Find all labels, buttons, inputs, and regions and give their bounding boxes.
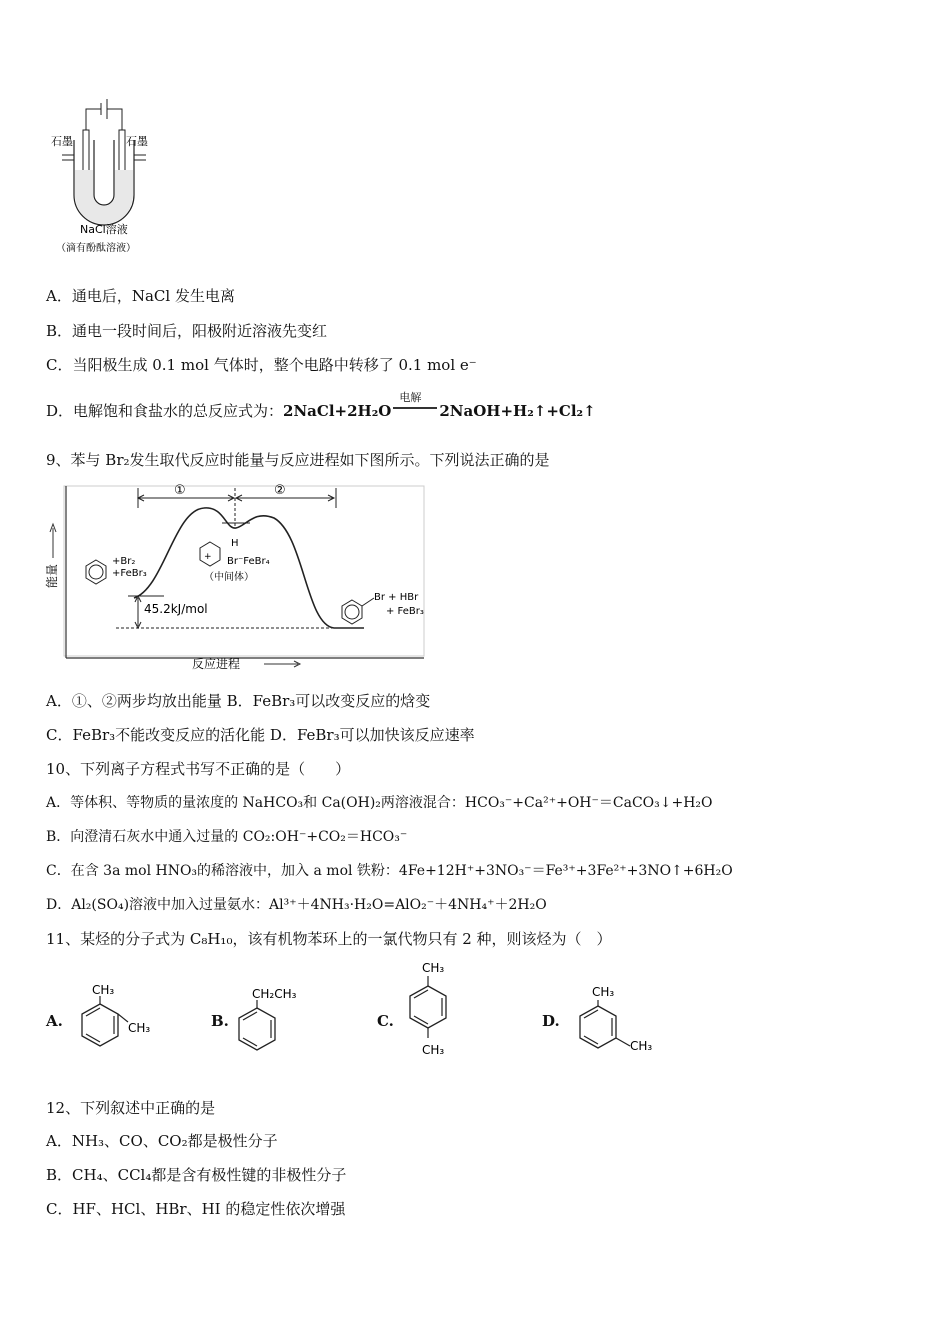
product-line1: Br + HBr (374, 592, 419, 603)
d-group-1: CH₃ (592, 985, 615, 999)
q8-option-d (46, 391, 596, 421)
y-axis-label: 能量 (45, 563, 59, 588)
q11-label-b: B. (211, 1012, 229, 1030)
plus-sign: + (204, 552, 212, 562)
q9-options-line1: A．①、②两步均放出能量 B．FeBr₃可以改变反应的焓变 (46, 692, 431, 710)
b-group-1: CH₂CH₃ (252, 987, 297, 1001)
q10-option-a: A．等体积、等物质的量浓度的 NaHCO₃和 Ca(OH)₂两溶液混合：HCO₃⁻+Ca²⁺+OH⁻＝CaCO₃↓+H₂O (46, 795, 713, 811)
energy-difference-label: 45.2kJ/mol (144, 602, 208, 616)
right-electrode-label: 石墨 (126, 135, 148, 148)
phenolphthalein-note: （滴有酚酞溶液） (56, 243, 136, 254)
q8-option-a: A．通电后，NaCl 发生电离 (46, 287, 235, 305)
q12-option-b: B．CH₄、CCl₄都是含有极性键的非极性分子 (46, 1166, 347, 1184)
intermediate-br: Br⁻FeBr₄ (227, 556, 270, 567)
q8-d-condition: 电解 (399, 391, 422, 404)
intermediate-h: H (231, 538, 239, 549)
q9-stem: 9、苯与 Br₂发生取代反应时能量与反应进程如下图所示。下列说法正确的是 (46, 451, 550, 469)
q8-option-b: B．通电一段时间后，阳极附近溶液先变红 (46, 322, 328, 340)
electrolysis-figure (44, 95, 164, 260)
q10-stem: 10、下列离子方程式书写不正确的是（ ） (46, 760, 351, 778)
solution-label: NaCl溶液 (80, 223, 128, 236)
q11-structure-d (568, 980, 668, 1060)
intermediate-label: （中间体） (204, 572, 254, 583)
q12-option-a: A．NH₃、CO、CO₂都是极性分子 (46, 1132, 278, 1150)
q10-option-d: D．Al₂(SO₄)溶液中加入过量氨水：Al³⁺＋4NH₃·H₂O=AlO₂⁻＋4NH₄⁺＋2H₂O (46, 897, 547, 913)
left-electrode-label: 石墨 (51, 135, 73, 148)
q8-d-prefix: D．电解饱和食盐水的总反应式为： (46, 402, 284, 420)
a-group-2: CH₃ (128, 1021, 151, 1035)
energy-diagram (44, 480, 426, 670)
q11-structure-b (232, 980, 332, 1060)
q11-label-a: A. (46, 1012, 63, 1030)
q10-option-b: B．向澄清石灰水中通入过量的 CO₂:OH⁻+CO₂＝HCO₃⁻ (46, 829, 408, 845)
q8-d-products: 2NaOH+H₂↑+Cl₂↑ (439, 402, 596, 420)
q11-structure-c (398, 958, 478, 1062)
q12-stem: 12、下列叙述中正确的是 (46, 1099, 216, 1117)
step-2-label: ② (274, 483, 286, 498)
q11-stem: 11、某烃的分子式为 C₈H₁₀，该有机物苯环上的一氯代物只有 2 种，则该烃为（ ） (46, 930, 612, 948)
reactant-febr3: +FeBr₃ (112, 568, 147, 579)
x-axis-label: 反应进程 (192, 657, 241, 670)
q11-label-d: D. (542, 1012, 560, 1030)
c-group-1: CH₃ (422, 961, 445, 975)
q8-d-reactants: 2NaCl+2H₂O (283, 402, 392, 420)
q9-options-line2: C．FeBr₃不能改变反应的活化能 D．FeBr₃可以加快该反应速率 (46, 726, 475, 744)
product-line2: + FeBr₃ (386, 606, 424, 617)
reactant-br2: +Br₂ (112, 556, 136, 567)
q10-option-c: C．在含 3a mol HNO₃的稀溶液中，加入 a mol 铁粉：4Fe+12H⁺+3NO₃⁻＝Fe³⁺+3Fe²⁺+3NO↑+6H₂O (46, 863, 733, 879)
q12-option-c: C．HF、HCl、HBr、HI 的稳定性依次增强 (46, 1200, 346, 1218)
step-1-label: ① (174, 483, 186, 498)
a-group-1: CH₃ (92, 983, 115, 997)
q11-label-c: C. (377, 1012, 394, 1030)
q11-structure-a (70, 980, 170, 1060)
equals-bar (393, 407, 437, 409)
q8-option-c: C．当阳极生成 0.1 mol 气体时，整个电路中转移了 0.1 mol e⁻ (46, 356, 477, 374)
c-group-2: CH₃ (422, 1043, 445, 1057)
d-group-2: CH₃ (630, 1039, 653, 1053)
